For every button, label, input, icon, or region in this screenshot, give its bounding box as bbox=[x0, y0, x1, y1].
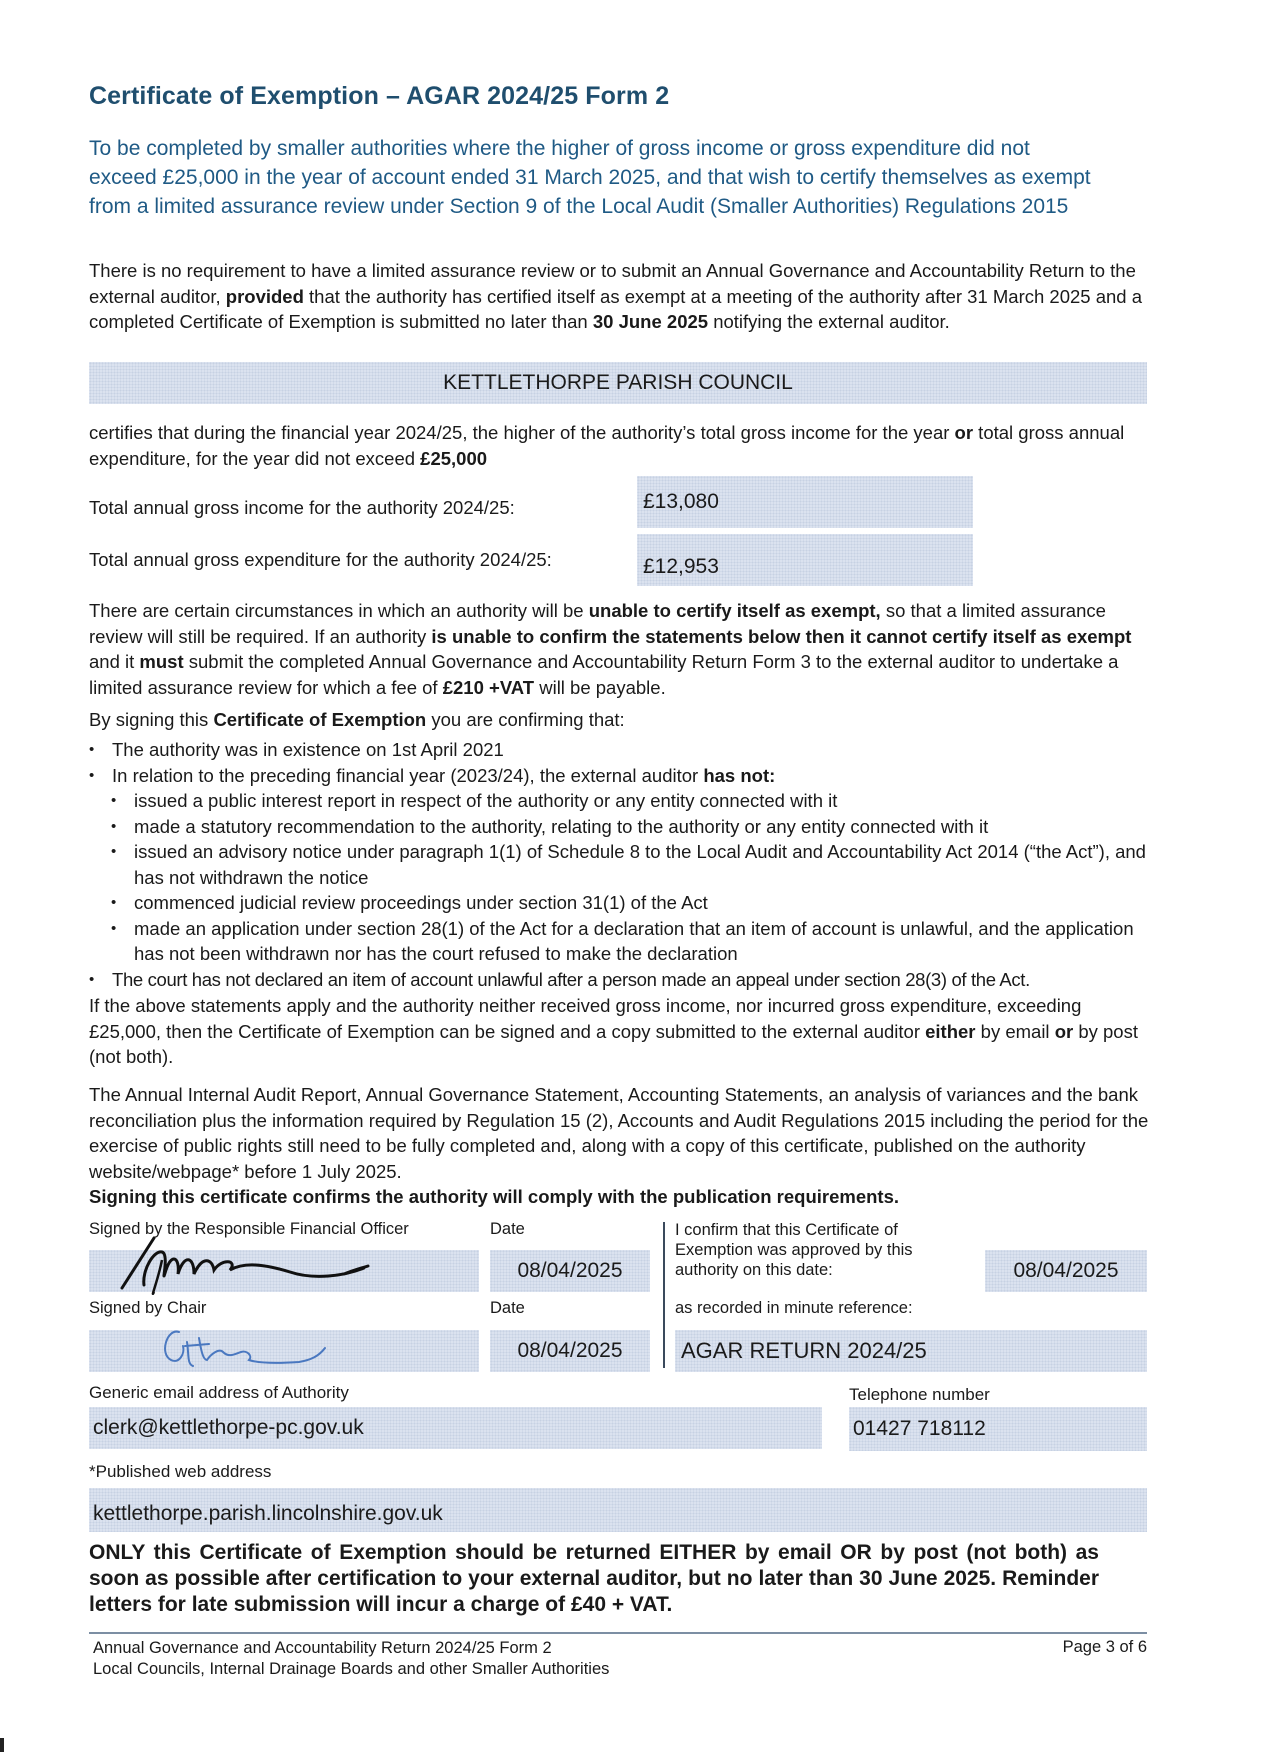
statements-paragraph: If the above statements apply and the authority neither received gross income, nor incurred gross expenditure, exceeding £25,000, then the Certificate of Exemption can be signed and a copy submitted to the external auditor either by email or by post (not both). bbox=[89, 995, 1138, 1067]
web-address-label: *Published web address bbox=[89, 1462, 272, 1481]
income-value: £13,080 bbox=[643, 490, 719, 513]
chair-signature-icon bbox=[149, 1324, 349, 1374]
sub-list-item: • made a statutory recommendation to the authority, relating to the authority or any entity connected with it bbox=[89, 814, 1149, 840]
email-field[interactable] bbox=[89, 1407, 822, 1449]
footer-divider bbox=[89, 1632, 1147, 1634]
phone-field[interactable] bbox=[849, 1407, 1147, 1451]
sub-list-item: • made an application under section 28(1) of the Act for a declaration that an item of account is unlawful, and the application has not been withdrawn nor has the court refused to make the declaration bbox=[89, 916, 1149, 967]
sub-list-item: • commenced judicial review proceedings under section 31(1) of the Act bbox=[89, 890, 1149, 916]
rfo-signature-icon bbox=[114, 1230, 444, 1300]
minute-reference-label: as recorded in minute reference: bbox=[675, 1299, 913, 1317]
minute-reference: AGAR RETURN 2024/25 bbox=[681, 1338, 927, 1363]
rfo-signature-label: Signed by the Responsible Financial Officer bbox=[89, 1220, 409, 1238]
certifies-paragraph: certifies that during the financial year 2024/25, the higher of the authority’s total gross income for the year or total gross annual expenditure, for the year did not exceed £25,000 bbox=[89, 422, 1125, 469]
list-item: • The authority was in existence on 1st April 2021 bbox=[89, 737, 1149, 763]
approval-confirmation-text: I confirm that this Certificate of Exemption was approved by this authority on this date: bbox=[675, 1221, 913, 1279]
intro-text: To be completed by smaller authorities where the higher of gross income or gross expenditure did not exceed £25,000 in the year of account ended 31 March 2025, and that wish to certify themselves as exempt from a limited assurance review under Section 9 of the Local Audit (Smaller Authorities) Regulations 2015 bbox=[89, 137, 1091, 218]
chair-signature-field[interactable] bbox=[89, 1330, 479, 1372]
divider bbox=[663, 1222, 665, 1368]
confirmation-list bbox=[89, 737, 1149, 992]
expenditure-field[interactable] bbox=[637, 534, 973, 586]
minute-reference-field[interactable] bbox=[675, 1330, 1147, 1372]
list-item: • In relation to the preceding financial year (2023/24), the external auditor has not: bbox=[89, 763, 1149, 789]
requirement-paragraph: There is no requirement to have a limited assurance review or to submit an Annual Governance and Accountability Return to the external auditor, provided that the authority has certified itself as exempt at a meeting of the authority after 31 March 2025 and a completed Certificate of Exemption is submitted no later than 30 June 2025 notifying the external auditor. bbox=[89, 260, 1143, 332]
footer bbox=[93, 1638, 609, 1680]
footer-line-2: Local Councils, Internal Drainage Boards and other Smaller Authorities bbox=[93, 1660, 610, 1678]
return-notice: ONLY this Certificate of Exemption should be returned EITHER by email OR by post (not both) as soon as possible after certification to your external auditor, but no later than 30 June 2025. Reminder letters for late submission will incur a charge of £40 + VAT. bbox=[89, 1541, 1099, 1616]
sub-list-item: • issued a public interest report in respect of the authority or any entity connected with it bbox=[89, 788, 1149, 814]
authority-name-field[interactable] bbox=[89, 362, 1147, 404]
web-address-value: kettlethorpe.parish.lincolnshire.gov.uk bbox=[93, 1502, 443, 1525]
rfo-date-field[interactable] bbox=[490, 1250, 650, 1292]
rfo-date: 08/04/2025 bbox=[517, 1259, 623, 1282]
rfo-date-label: Date bbox=[490, 1220, 525, 1238]
email-label: Generic email address of Authority bbox=[89, 1383, 349, 1402]
authority-name: KETTLETHORPE PARISH COUNCIL bbox=[443, 371, 793, 394]
phone-value: 01427 718112 bbox=[853, 1417, 986, 1440]
approval-date: 08/04/2025 bbox=[1013, 1259, 1119, 1282]
chair-date: 08/04/2025 bbox=[517, 1339, 623, 1362]
chair-date-label: Date bbox=[490, 1299, 525, 1317]
page-number: Page 3 of 6 bbox=[1062, 1638, 1147, 1656]
chair-signature-label: Signed by Chair bbox=[89, 1299, 207, 1317]
email-value: clerk@kettlethorpe-pc.gov.uk bbox=[93, 1416, 364, 1439]
footer-line-1: Annual Governance and Accountability Return 2024/25 Form 2 bbox=[93, 1639, 552, 1657]
expenditure-value: £12,953 bbox=[643, 555, 719, 578]
phone-label: Telephone number bbox=[849, 1385, 990, 1404]
web-address-field[interactable] bbox=[89, 1488, 1147, 1532]
income-label: Total annual gross income for the authority 2024/25: bbox=[89, 497, 515, 518]
chair-date-field[interactable] bbox=[490, 1330, 650, 1372]
rfo-signature-field[interactable] bbox=[89, 1250, 479, 1292]
scan-edge-mark bbox=[0, 1738, 4, 1752]
signing-intro: By signing this Certificate of Exemption you are confirming that: bbox=[89, 709, 625, 730]
expenditure-label: Total annual gross expenditure for the authority 2024/25: bbox=[89, 549, 552, 570]
list-item: • The court has not declared an item of account unlawful after a person made an appeal under section 28(3) of the Act. bbox=[89, 967, 1149, 993]
approval-date-field[interactable] bbox=[985, 1250, 1147, 1292]
publication-paragraph: The Annual Internal Audit Report, Annual Governance Statement, Accounting Statements, an analysis of variances and the bank reconciliation plus the information required by Regulation 15 (2), Accounts and Audit Regulations 2015 including the period for the exercise of public rights still need to be fully completed and, along with a copy of this certificate, published on the authority website/webpage* before 1 July 2025. Signing this certificate confirms the authority will comply with the publication requirements. bbox=[89, 1084, 1149, 1207]
income-field[interactable] bbox=[637, 476, 973, 528]
page-title: Certificate of Exemption – AGAR 2024/25 Form 2 bbox=[89, 82, 670, 110]
circumstances-paragraph: There are certain circumstances in which an authority will be unable to certify itself as exempt, so that a limited assurance review will still be required. If an authority is unable to confirm the statements below then it cannot certify itself as exempt and it must submit the completed Annual Governance and Accountability Return Form 3 to the external auditor to undertake a limited assurance review for which a fee of £210 +VAT will be payable. bbox=[89, 600, 1132, 698]
sub-list-item: • issued an advisory notice under paragraph 1(1) of Schedule 8 to the Local Audit and Accountability Act 2014 (“the Act”), and has not withdrawn the notice bbox=[89, 839, 1149, 890]
